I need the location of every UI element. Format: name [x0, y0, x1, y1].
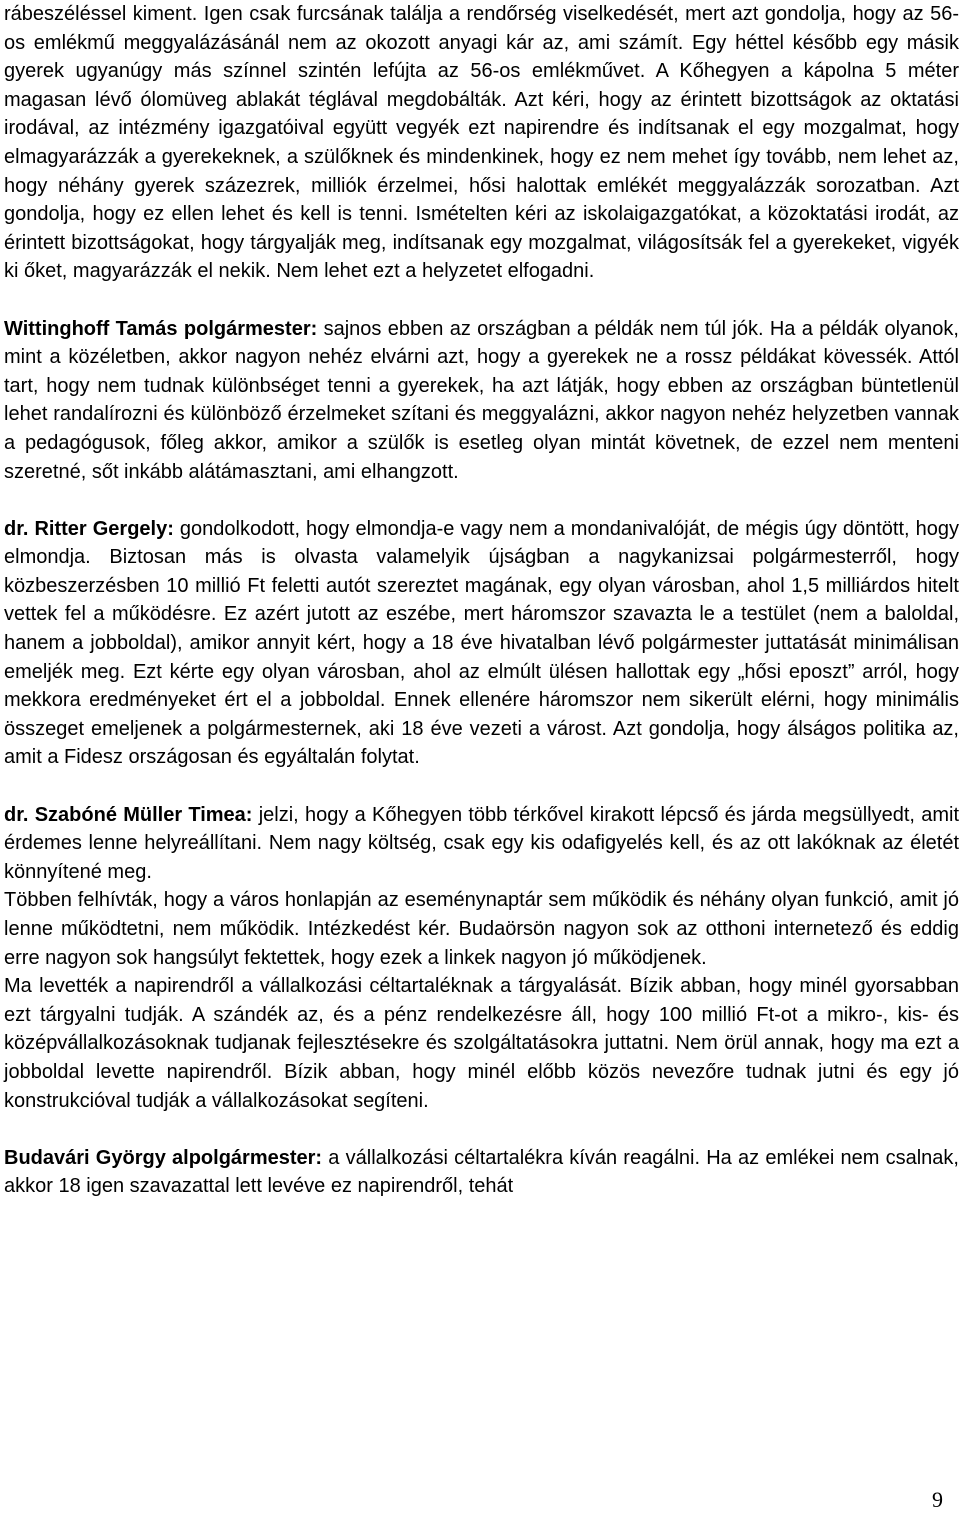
speaker-name: dr. Ritter Gergely: — [4, 517, 174, 540]
paragraph-text: jelzi, hogy a Kőhegyen több térkővel kirakott lépcső és járda megsüllyedt, amit érdemes lenne helyreállítani. Nem nagy költség, csak egy kis odafigyelés kell, és az ott lakóknak az életét könnyítené meg. — [4, 803, 960, 883]
paragraph-spacer — [4, 286, 959, 315]
paragraph-continuation — [4, 0, 959, 286]
document-body — [4, 0, 959, 1201]
paragraph-szabone — [4, 801, 959, 887]
speaker-name: Wittinghoff Tamás polgármester: — [4, 317, 318, 340]
paragraph-spacer — [4, 1115, 959, 1144]
speaker-name: dr. Szabóné Müller Timea: — [4, 803, 253, 826]
paragraph-wittinghoff — [4, 315, 959, 487]
page-number: 9 — [932, 1487, 943, 1512]
paragraph-budavari — [4, 1144, 959, 1201]
paragraph-szabone-honlap — [4, 886, 959, 972]
paragraph-ritter — [4, 515, 959, 772]
paragraph-szabone-celtartalek — [4, 972, 959, 1115]
paragraph-text: sajnos ebben az országban a példák nem túl jók. Ha a példák olyanok, mint a közéletben, akkor nagyon nehéz elvárni azt, hogy a gyerekek ne a rossz példákat kövessék. Attól tart, hogy nem tudnak különbséget tenni a gyerekek, ha azt látják, hogy ebben az országban büntetlenül lehet randalírozni és különböző érzelmeket szítani és meggyalázni, akkor nagyon nehéz helyzetben vannak a pedagógusok, főleg akkor, amikor a szülők is esetleg olyan mintát követnek, de ezzel nem menteni szeretné, sőt inkább alátámasztani, ami elhangzott. — [4, 317, 959, 483]
paragraph-text: gondolkodott, hogy elmondja-e vagy nem a mondanivalóját, de mégis úgy döntött, hogy elmondja. Biztosan más is olvasta valamelyik újságban a nagykanizsai polgármesterről, hogy közbeszerzésben 10 millió Ft feletti autót szereztet magának, egy olyan városban, ahol 1,5 milliárdos hitelt vettek fel a működésre. Ez azért jutott az eszébe, mert háromszor szavazta le a testület (nem a baloldal, hanem a jobboldal), amikor annyit kért, hogy a 18 éve hivatalban lévő polgármester juttatását minimálisan emeljék meg. Ezt kérte egy olyan városban, ahol az elmúlt ülésen hallottak egy „hősi eposzt” arról, hogy mekkora eredményeket ért el a jobboldal. Ennek ellenére háromszor nem sikerült elérni, hogy minimális összeget emeljenek a polgármesternek, aki 18 éve vezeti a várost. Azt gondolja, hogy álságos politika az, amit a Fidesz országosan és egyáltalán folytat. — [4, 517, 959, 769]
paragraph-spacer — [4, 772, 959, 801]
speaker-name: Budavári György alpolgármester: — [4, 1146, 323, 1169]
paragraph-text: Többen felhívták, hogy a város honlapján az eseménynaptár sem működik és néhány olyan funkció, amit jó lenne működtetni, nem működik. Intézkedést kér. Budaörsön nagyon sok az otthoni internetező és eddig erre nagyon sok hangsúlyt fektettek, hogy ezek a linkek nagyon jó működjenek. — [4, 889, 959, 969]
paragraph-text: rábeszéléssel kiment. Igen csak furcsának találja a rendőrség viselkedését, mert azt gondolja, hogy az 56-os emlékmű meggyalázásánál nem az okozott anyagi kár az, ami számít. Egy héttel később egy másik gyerek ugyanúgy más színnel szintén lefújta az 56-os emlékművet. A Kőhegyen a kápolna 5 méter magasan lévő ólomüveg ablakát téglával megdobálták. Azt kéri, hogy az érintett bizottságok az oktatási irodával, az intézmény igazgatóival együtt vegyék ezt napirendre és indítsanak el egy mozgalmat, hogy elmagyarázzák a gyerekeknek, a szülőknek és mindenkinek, hogy ez nem mehet így tovább, nem lehet az, hogy néhány gyerek százezrek, milliók érzelmei, hősi halottak emlékét meggyalázzák sorozatban. Azt gondolja, hogy ez ellen lehet és kell is tenni. Ismételten kéri az iskolaigazgatókat, a közoktatási irodát, az érintett bizottságokat, hogy tárgyalják meg, indítsanak egy mozgalmat, világosítsák fel a gyerekeket, vigyék ki őket, magyarázzák el nekik. Nem lehet ezt a helyzetet elfogadni. — [4, 3, 959, 283]
paragraph-text: Ma levették a napirendről a vállalkozási céltartaléknak a tárgyalását. Bízik abban, hogy minél gyorsabban ezt tárgyalni tudják. A szándék az, és a pénz rendelkezésre áll, hogy 100 millió Ft-ot a mikro-, kis- és középvállalkozásoknak tudjanak fejlesztésekre és szolgáltatásokra juttatni. Nem örül annak, hogy ma ezt a jobboldal levette napirendről. Bízik abban, hogy minél előbb közös nevezőre tudnak jutni és egy jó konstrukcióval tudják a vállalkozásokat segíteni. — [4, 975, 959, 1112]
paragraph-spacer — [4, 486, 959, 515]
paragraph-text: a vállalkozási céltartalékra kíván reagálni. Ha az emlékei nem csalnak, akkor 18 igen szavazattal lett levéve ez napirendről, tehát — [4, 1146, 959, 1198]
